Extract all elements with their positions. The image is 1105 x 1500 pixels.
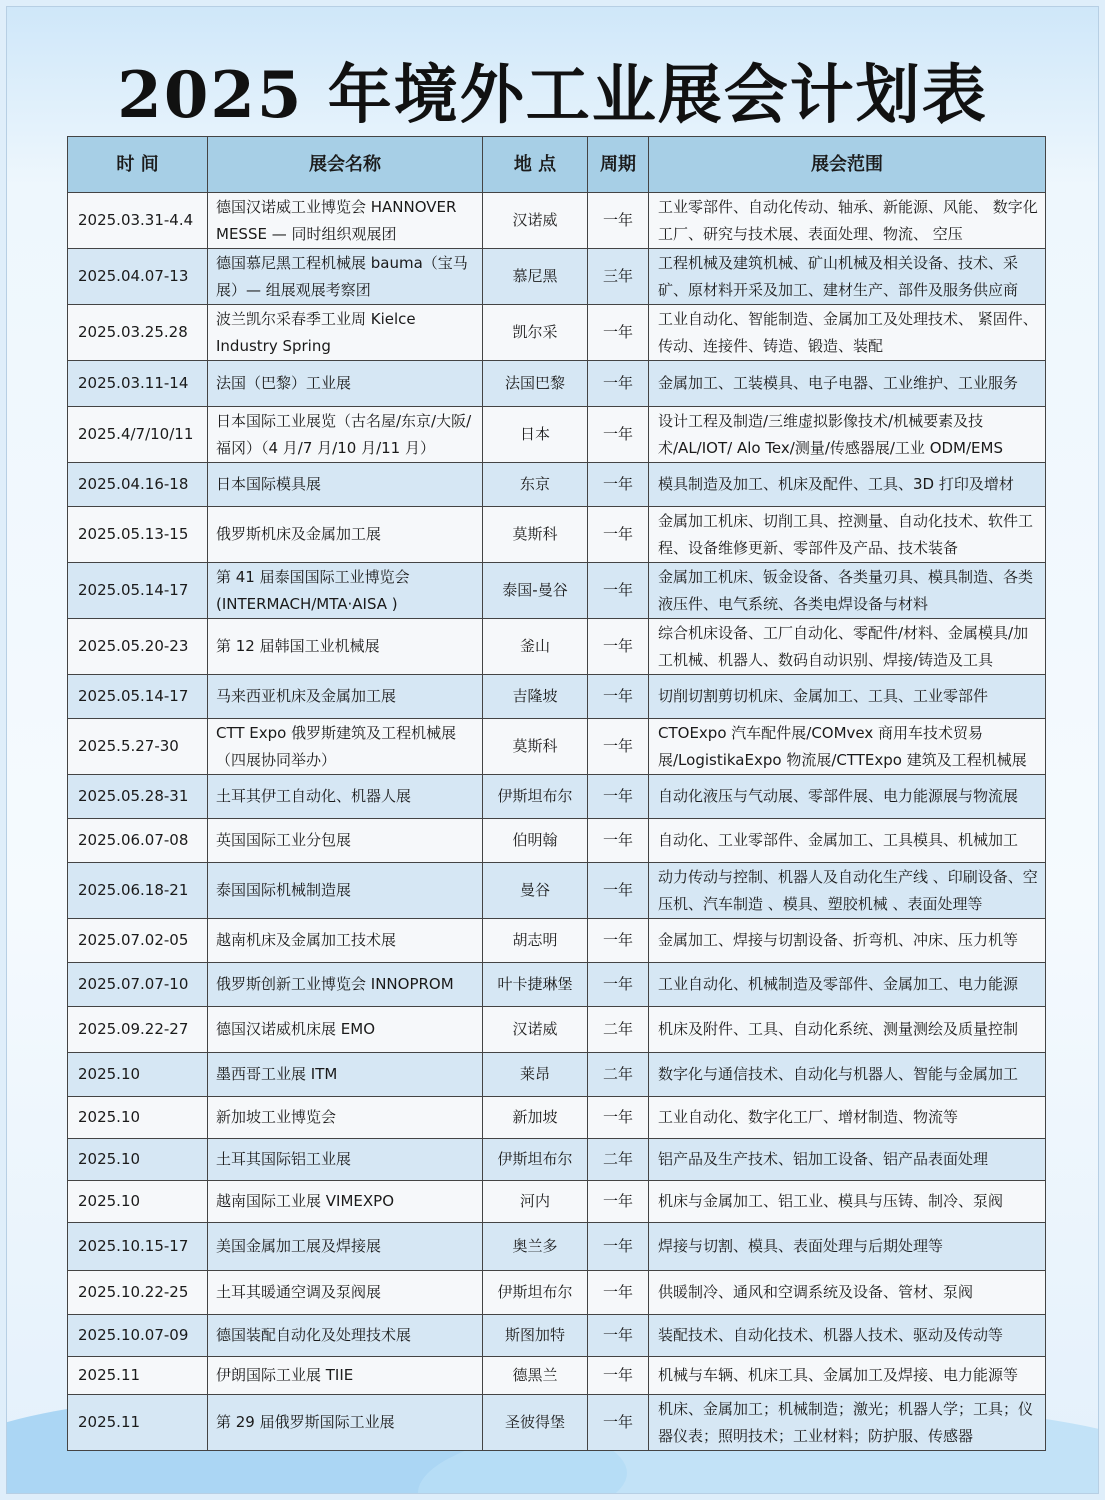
- cell-date: 2025.05.28-31: [68, 775, 208, 819]
- cell-cycle: 一年: [588, 563, 649, 619]
- table-row: [68, 305, 1046, 361]
- cell-scope: CTOExpo 汽车配件展/COMvex 商用车技术贸易展/LogistikaExpo 物流展/CTTExpo 建筑及工程机械展: [649, 719, 1046, 775]
- cell-location: 斯图加特: [483, 1315, 588, 1357]
- cell-date: 2025.5.27-30: [68, 719, 208, 775]
- cell-cycle: 二年: [588, 1053, 649, 1097]
- cell-scope: 自动化、工业零部件、金属加工、工具模具、机械加工: [649, 819, 1046, 863]
- cell-scope: 工业自动化、数字化工厂、增材制造、物流等: [649, 1097, 1046, 1139]
- cell-name: 伊朗国际工业展 TIIE: [208, 1357, 483, 1395]
- table-row: [68, 507, 1046, 563]
- cell-cycle: 二年: [588, 1139, 649, 1181]
- cell-scope: 工程机械及建筑机械、矿山机械及相关设备、技术、采矿、原材料开采及加工、建材生产、部件及服务供应商: [649, 249, 1046, 305]
- cell-location: 慕尼黑: [483, 249, 588, 305]
- cell-date: 2025.04.16-18: [68, 463, 208, 507]
- header-date: 时 间: [68, 137, 208, 193]
- cell-scope: 数字化与通信技术、自动化与机器人、智能与金属加工: [649, 1053, 1046, 1097]
- cell-location: 伊斯坦布尔: [483, 775, 588, 819]
- cell-cycle: 一年: [588, 507, 649, 563]
- cell-location: 河内: [483, 1181, 588, 1223]
- cell-date: 2025.10: [68, 1181, 208, 1223]
- cell-date: 2025.04.07-13: [68, 249, 208, 305]
- cell-scope: 动力传动与控制、机器人及自动化生产线 、印刷设备、空压机、汽车制造 、模具、塑胶机械 、表面处理等: [649, 863, 1046, 919]
- table-row: [68, 719, 1046, 775]
- table-row: [68, 407, 1046, 463]
- cell-scope: 金属加工机床、切削工具、控测量、自动化技术、软件工程、设备维修更新、零部件及产品、技术装备: [649, 507, 1046, 563]
- cell-name: CTT Expo 俄罗斯建筑及工程机械展（四展协同举办）: [208, 719, 483, 775]
- cell-date: 2025.4/7/10/11: [68, 407, 208, 463]
- cell-location: 釜山: [483, 619, 588, 675]
- table-row: [68, 1271, 1046, 1315]
- cell-name: 土耳其伊工自动化、机器人展: [208, 775, 483, 819]
- cell-date: 2025.09.22-27: [68, 1007, 208, 1053]
- cell-date: 2025.03.31-4.4: [68, 193, 208, 249]
- cell-date: 2025.10.22-25: [68, 1271, 208, 1315]
- cell-name: 墨西哥工业展 ITM: [208, 1053, 483, 1097]
- cell-cycle: 一年: [588, 719, 649, 775]
- table-row: [68, 1097, 1046, 1139]
- table-header-row: [68, 137, 1046, 193]
- cell-date: 2025.06.18-21: [68, 863, 208, 919]
- cell-date: 2025.10: [68, 1139, 208, 1181]
- cell-location: 莫斯科: [483, 507, 588, 563]
- cell-scope: 工业自动化、机械制造及零部件、金属加工、电力能源: [649, 963, 1046, 1007]
- cell-location: 汉诺威: [483, 1007, 588, 1053]
- table-row: [68, 361, 1046, 407]
- table-row: [68, 249, 1046, 305]
- cell-cycle: 一年: [588, 1357, 649, 1395]
- cell-location: 新加坡: [483, 1097, 588, 1139]
- cell-scope: 工业自动化、智能制造、金属加工及处理技术、 紧固件、传动、连接件、铸造、锻造、装配: [649, 305, 1046, 361]
- cell-name: 土耳其暖通空调及泵阀展: [208, 1271, 483, 1315]
- cell-cycle: 一年: [588, 819, 649, 863]
- table-row: [68, 919, 1046, 963]
- table-row: [68, 193, 1046, 249]
- cell-date: 2025.05.14-17: [68, 675, 208, 719]
- cell-cycle: 一年: [588, 407, 649, 463]
- cell-name: 德国装配自动化及处理技术展: [208, 1315, 483, 1357]
- cell-date: 2025.03.25.28: [68, 305, 208, 361]
- cell-name: 越南国际工业展 VIMEXPO: [208, 1181, 483, 1223]
- cell-scope: 金属加工、焊接与切割设备、折弯机、冲床、压力机等: [649, 919, 1046, 963]
- cell-date: 2025.07.07-10: [68, 963, 208, 1007]
- cell-scope: 机械与车辆、机床工具、金属加工及焊接、电力能源等: [649, 1357, 1046, 1395]
- table-row: [68, 1007, 1046, 1053]
- table-row: [68, 963, 1046, 1007]
- table-row: [68, 1223, 1046, 1271]
- cell-name: 德国慕尼黑工程机械展 bauma（宝马展）— 组展观展考察团: [208, 249, 483, 305]
- table-row: [68, 1181, 1046, 1223]
- cell-date: 2025.10: [68, 1053, 208, 1097]
- table-row: [68, 863, 1046, 919]
- table-row: [68, 819, 1046, 863]
- cell-scope: 设计工程及制造/三维虚拟影像技术/机械要素及技术/AL/IOT/ Alo Tex/测量/传感器展/工业 ODM/EMS: [649, 407, 1046, 463]
- cell-cycle: 一年: [588, 361, 649, 407]
- cell-name: 第 12 届韩国工业机械展: [208, 619, 483, 675]
- header-cycle: 周期: [588, 137, 649, 193]
- cell-cycle: 一年: [588, 1315, 649, 1357]
- cell-location: 东京: [483, 463, 588, 507]
- table-row: [68, 675, 1046, 719]
- cell-scope: 模具制造及加工、机床及配件、工具、3D 打印及增材: [649, 463, 1046, 507]
- cell-date: 2025.03.11-14: [68, 361, 208, 407]
- cell-scope: 机床、金属加工；机械制造；激光；机器人学；工具；仪器仪表；照明技术；工业材料；防护服、传感器: [649, 1395, 1046, 1451]
- cell-location: 伊斯坦布尔: [483, 1271, 588, 1315]
- cell-date: 2025.10.15-17: [68, 1223, 208, 1271]
- table-row: [68, 1139, 1046, 1181]
- cell-date: 2025.05.20-23: [68, 619, 208, 675]
- cell-scope: 工业零部件、自动化传动、轴承、新能源、风能、 数字化工厂、研究与技术展、表面处理、物流、 空压: [649, 193, 1046, 249]
- cell-location: 莱昂: [483, 1053, 588, 1097]
- table-row: [68, 619, 1046, 675]
- cell-scope: 切削切割剪切机床、金属加工、工具、工业零部件: [649, 675, 1046, 719]
- cell-location: 日本: [483, 407, 588, 463]
- cell-scope: 机床及附件、工具、自动化系统、测量测绘及质量控制: [649, 1007, 1046, 1053]
- cell-scope: 供暖制冷、通风和空调系统及设备、管材、泵阀: [649, 1271, 1046, 1315]
- cell-location: 德黑兰: [483, 1357, 588, 1395]
- cell-location: 叶卡捷琳堡: [483, 963, 588, 1007]
- cell-cycle: 一年: [588, 193, 649, 249]
- cell-name: 日本国际模具展: [208, 463, 483, 507]
- cell-cycle: 一年: [588, 1223, 649, 1271]
- cell-location: 莫斯科: [483, 719, 588, 775]
- cell-location: 法国巴黎: [483, 361, 588, 407]
- cell-scope: 铝产品及生产技术、铝加工设备、铝产品表面处理: [649, 1139, 1046, 1181]
- cell-location: 圣彼得堡: [483, 1395, 588, 1451]
- cell-name: 俄罗斯机床及金属加工展: [208, 507, 483, 563]
- table-row: [68, 775, 1046, 819]
- cell-scope: 焊接与切割、模具、表面处理与后期处理等: [649, 1223, 1046, 1271]
- cell-cycle: 一年: [588, 1271, 649, 1315]
- header-location: 地 点: [483, 137, 588, 193]
- table-row: [68, 1357, 1046, 1395]
- cell-name: 马来西亚机床及金属加工展: [208, 675, 483, 719]
- cell-name: 英国国际工业分包展: [208, 819, 483, 863]
- cell-location: 伯明翰: [483, 819, 588, 863]
- cell-date: 2025.05.13-15: [68, 507, 208, 563]
- table-row: [68, 1315, 1046, 1357]
- cell-name: 德国汉诺威工业博览会 HANNOVER MESSE — 同时组织观展团: [208, 193, 483, 249]
- cell-name: 土耳其国际铝工业展: [208, 1139, 483, 1181]
- cell-date: 2025.11: [68, 1395, 208, 1451]
- header-scope: 展会范围: [649, 137, 1046, 193]
- cell-cycle: 一年: [588, 963, 649, 1007]
- table-row: [68, 463, 1046, 507]
- cell-cycle: 二年: [588, 1007, 649, 1053]
- table-row: [68, 1053, 1046, 1097]
- cell-cycle: 一年: [588, 1395, 649, 1451]
- cell-location: 曼谷: [483, 863, 588, 919]
- cell-scope: 金属加工、工装模具、电子电器、工业维护、工业服务: [649, 361, 1046, 407]
- cell-location: 汉诺威: [483, 193, 588, 249]
- cell-cycle: 一年: [588, 1097, 649, 1139]
- cell-date: 2025.11: [68, 1357, 208, 1395]
- cell-date: 2025.10.07-09: [68, 1315, 208, 1357]
- cell-location: 胡志明: [483, 919, 588, 963]
- cell-name: 越南机床及金属加工技术展: [208, 919, 483, 963]
- cell-cycle: 一年: [588, 775, 649, 819]
- cell-cycle: 一年: [588, 463, 649, 507]
- cell-location: 奥兰多: [483, 1223, 588, 1271]
- page-title: 2025 年境外工业展会计划表: [117, 58, 988, 133]
- cell-cycle: 一年: [588, 863, 649, 919]
- cell-cycle: 一年: [588, 675, 649, 719]
- cell-name: 波兰凯尔采春季工业周 Kielce Industry Spring: [208, 305, 483, 361]
- cell-location: 泰国-曼谷: [483, 563, 588, 619]
- cell-location: 凯尔采: [483, 305, 588, 361]
- cell-cycle: 一年: [588, 305, 649, 361]
- header-name: 展会名称: [208, 137, 483, 193]
- exhibition-schedule-table: [67, 136, 1046, 1451]
- cell-date: 2025.05.14-17: [68, 563, 208, 619]
- cell-name: 德国汉诺威机床展 EMO: [208, 1007, 483, 1053]
- cell-cycle: 一年: [588, 1181, 649, 1223]
- cell-location: 伊斯坦布尔: [483, 1139, 588, 1181]
- cell-name: 新加坡工业博览会: [208, 1097, 483, 1139]
- cell-date: 2025.07.02-05: [68, 919, 208, 963]
- cell-name: 美国金属加工展及焊接展: [208, 1223, 483, 1271]
- cell-location: 吉隆坡: [483, 675, 588, 719]
- table-row: [68, 563, 1046, 619]
- cell-name: 俄罗斯创新工业博览会 INNOPROM: [208, 963, 483, 1007]
- cell-name: 日本国际工业展览（古名屋/东京/大阪/福冈）（4 月/7 月/10 月/11 月）: [208, 407, 483, 463]
- cell-name: 第 41 届泰国国际工业博览会(INTERMACH/MTA·AISA ): [208, 563, 483, 619]
- cell-name: 泰国国际机械制造展: [208, 863, 483, 919]
- cell-date: 2025.06.07-08: [68, 819, 208, 863]
- cell-scope: 机床与金属加工、铝工业、模具与压铸、制冷、泵阀: [649, 1181, 1046, 1223]
- cell-date: 2025.10: [68, 1097, 208, 1139]
- cell-scope: 自动化液压与气动展、零部件展、电力能源展与物流展: [649, 775, 1046, 819]
- cell-cycle: 三年: [588, 249, 649, 305]
- cell-scope: 金属加工机床、钣金设备、各类量刃具、模具制造、各类液压件、电气系统、各类电焊设备与材料: [649, 563, 1046, 619]
- cell-name: 第 29 届俄罗斯国际工业展: [208, 1395, 483, 1451]
- cell-scope: 综合机床设备、工厂自动化、零配件/材料、金属模具/加工机械、机器人、数码自动识别、焊接/铸造及工具: [649, 619, 1046, 675]
- cell-cycle: 一年: [588, 619, 649, 675]
- cell-name: 法国（巴黎）工业展: [208, 361, 483, 407]
- cell-scope: 装配技术、自动化技术、机器人技术、驱动及传动等: [649, 1315, 1046, 1357]
- table-row: [68, 1395, 1046, 1451]
- cell-cycle: 一年: [588, 919, 649, 963]
